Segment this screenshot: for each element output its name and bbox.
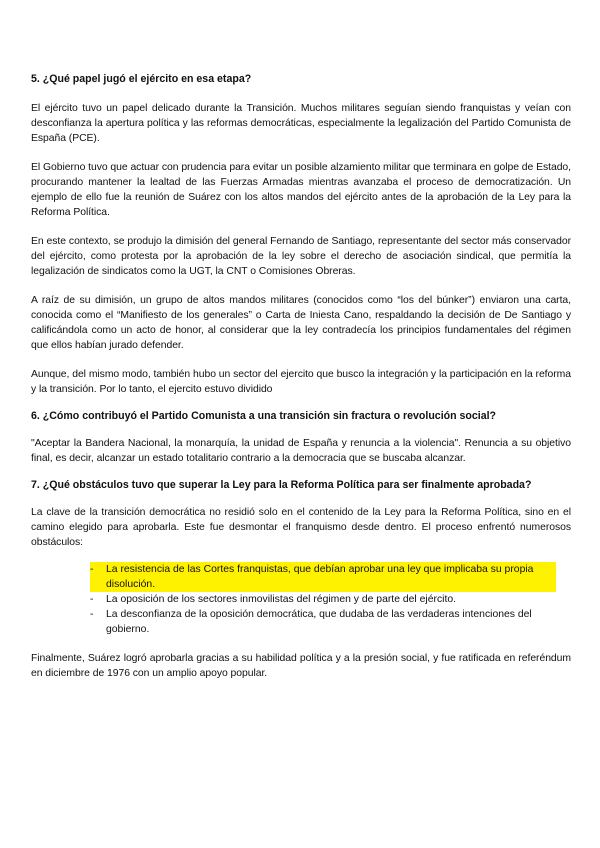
- document-page: [31, 72, 571, 681]
- section-5-paragraph-4: A raíz de su dimisión, un grupo de altos mandos militares (conocidos como “los del búnker”) enviaron una carta, conocida como el “Manifiesto de los generales” o Carta de Iniesta Cano, respaldando la decisión de De Santiago y calificándola como un acto de honor, al considerar que la ley contradecía los principios fundamentales del régimen que ellos habían jurado defender.: [31, 295, 571, 351]
- section-7-conclusion: Finalmente, Suárez logró aprobarla gracias a su habilidad política y a la presión social, y fue ratificada en referéndum en diciembre de 1976 con un amplio apoyo popular.: [31, 653, 571, 679]
- obstacles-list: [90, 562, 571, 637]
- bullet-marker: -: [90, 609, 94, 620]
- section-5-paragraph-1: El ejército tuvo un papel delicado durante la Transición. Muchos militares seguían siendo franquistas y veían con desconfianza la apertura política y las reformas democráticas, especialmente la legalización del Partido Comunista de España (PCE).: [31, 103, 571, 144]
- bullet-marker: -: [90, 594, 94, 605]
- section-5-paragraph-5: Aunque, del mismo modo, también hubo un sector del ejercito que busco la integración y la participación en la reforma y la transición. Por lo tanto, el ejercito estuvo dividido: [31, 369, 571, 395]
- section-5-paragraph-2: El Gobierno tuvo que actuar con prudencia para evitar un posible alzamiento militar que terminara en golpe de Estado, procurando mantener la lealtad de las Fuerzas Armadas mientras avanzaba el proceso de democratización. Un ejemplo de ello fue la reunión de Suárez con los altos mandos del ejército antes de la aprobación de la Ley para la Reforma Política.: [31, 162, 571, 218]
- section-6-paragraph: "Aceptar la Bandera Nacional, la monarquía, la unidad de España y renuncia a la violencia". Renuncia a su objetivo final, es decir, alcanzar un estado totalitario contrario a la democracia que se buscaba alcanzar.: [31, 438, 571, 464]
- section-6-heading: 6. ¿Cómo contribuyó el Partido Comunista a una transición sin fractura o revolución social?: [31, 410, 497, 422]
- list-item: [90, 607, 556, 637]
- section-7-heading: 7. ¿Qué obstáculos tuvo que superar la Ley para la Reforma Política para ser finalmente aprobada?: [31, 479, 532, 491]
- section-7-intro: La clave de la transición democrática no residió solo en el contenido de la Ley para la Reforma Política, sino en el camino elegido para aprobarla. Este fue desmontar el franquismo desde dentro. El proceso enfrentó numerosos obstáculos:: [31, 507, 571, 548]
- list-item: [90, 562, 556, 592]
- section-5-heading: 5. ¿Qué papel jugó el ejército en esa etapa?: [31, 73, 252, 85]
- list-item-text: La desconfianza de la oposición democrática, que dudaba de las verdaderas intenciones del gobierno.: [106, 609, 532, 635]
- list-item-text: La oposición de los sectores inmovilistas del régimen y de parte del ejército.: [106, 594, 456, 605]
- bullet-marker: -: [90, 564, 94, 575]
- section-5-paragraph-3: En este contexto, se produjo la dimisión del general Fernando de Santiago, representante del sector más conservador del ejército, como protesta por la aprobación de la ley sobre el derecho de asociación sindical, que permitía la legalización de sindicatos como la UGT, la CNT o Comisiones Obreras.: [31, 236, 571, 277]
- list-item: [90, 592, 556, 607]
- list-item-text: La resistencia de las Cortes franquistas, que debían aprobar una ley que implicaba su propia disolución.: [106, 564, 534, 590]
